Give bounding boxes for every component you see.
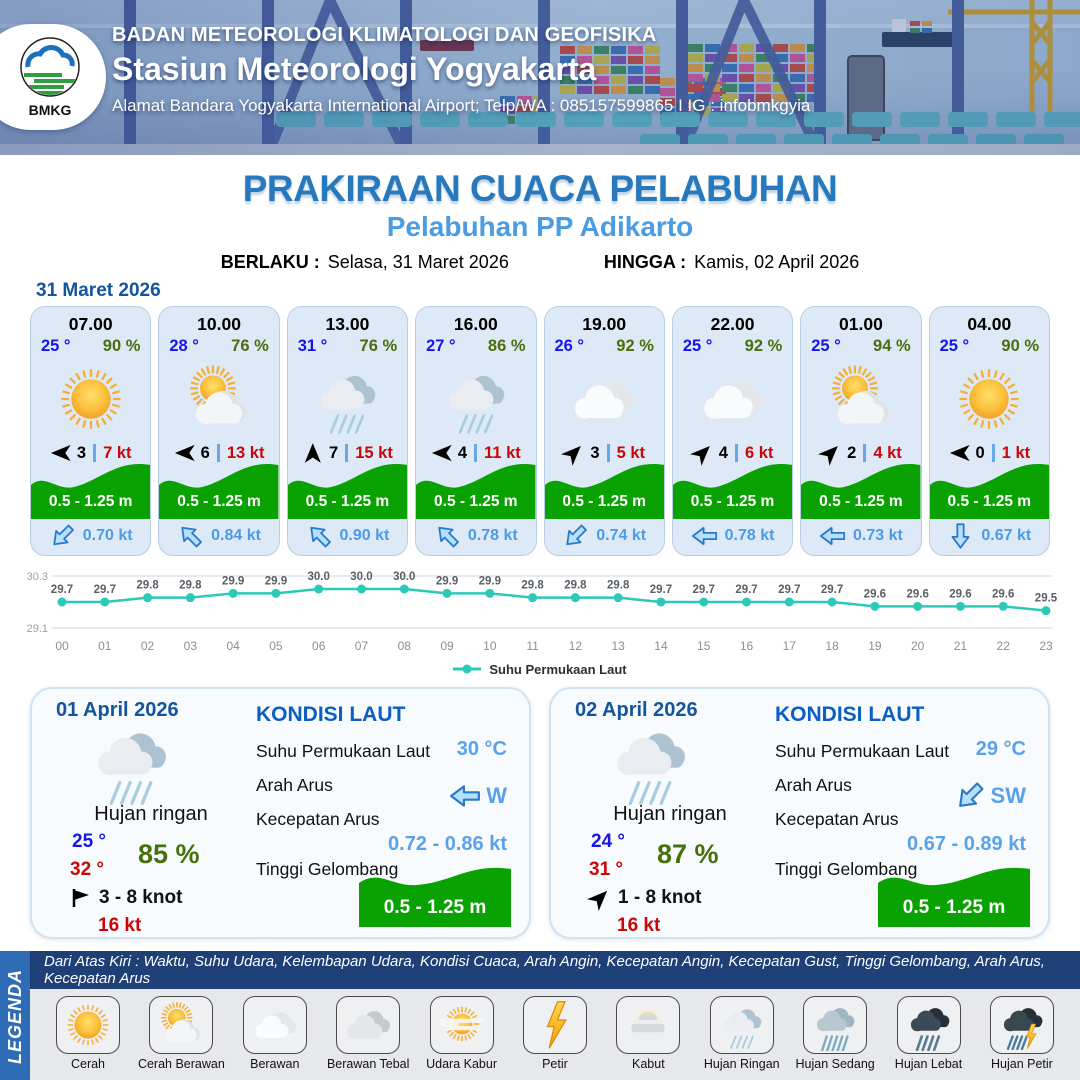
sst-value: 29 °C xyxy=(975,738,1026,760)
card-wind-speed: 4 xyxy=(457,443,468,462)
svg-text:29.8: 29.8 xyxy=(606,579,630,592)
weather-icon xyxy=(288,358,407,440)
svg-text:30.0: 30.0 xyxy=(393,571,416,583)
current-speed-label: Kecepatan Arus xyxy=(775,809,899,829)
card-current-speed: 0.74 kt xyxy=(596,527,647,544)
svg-text:13: 13 xyxy=(611,639,625,653)
card-gust: 7 kt xyxy=(103,443,132,462)
current-direction-value: SW xyxy=(990,783,1026,808)
svg-text:29.6: 29.6 xyxy=(863,588,887,601)
legend-item-label: Hujan Lebat xyxy=(894,1057,963,1071)
svg-text:02: 02 xyxy=(140,639,155,653)
legend-item-label: Udara Kabur xyxy=(426,1057,497,1071)
card-temperature: 27 ° xyxy=(426,337,456,355)
card-wave-height: 0.5 - 1.25 m xyxy=(177,493,261,510)
svg-text:15: 15 xyxy=(697,639,711,653)
panel-temp-max: 32 ° xyxy=(70,859,105,880)
weather-icon xyxy=(801,358,920,440)
svg-text:05: 05 xyxy=(269,639,283,653)
panel-temp-max: 31 ° xyxy=(589,859,624,880)
svg-text:14: 14 xyxy=(654,639,668,653)
card-humidity: 90 % xyxy=(1001,337,1039,355)
card-time: 16.00 xyxy=(453,314,498,334)
current-direction-icon xyxy=(954,784,986,808)
legend-item-label: Hujan Petir xyxy=(990,1057,1053,1071)
current-direction-value: W xyxy=(486,783,507,808)
card-current-speed: 0.73 kt xyxy=(853,527,903,544)
svg-text:29.7: 29.7 xyxy=(820,584,844,596)
card-humidity: 86 % xyxy=(487,337,526,355)
forecast-date: 31 Maret 2026 xyxy=(36,280,161,301)
panel-humidity: 87 % xyxy=(657,839,719,869)
card-gust: 11 kt xyxy=(484,443,521,462)
svg-text:19: 19 xyxy=(868,639,882,653)
weather-icon xyxy=(710,996,774,1054)
card-gust: 5 kt xyxy=(616,443,645,462)
card-time: 19.00 xyxy=(582,314,627,334)
current-direction-label: Arah Arus xyxy=(775,775,852,795)
panel-condition: Hujan ringan xyxy=(94,803,208,825)
svg-text:08: 08 xyxy=(397,639,411,653)
weather-icon xyxy=(545,358,664,440)
forecast-card xyxy=(415,306,536,556)
valid-from: BERLAKU : Selasa, 31 Maret 2026 xyxy=(220,252,509,272)
card-wave-height: 0.5 - 1.25 m xyxy=(305,493,390,510)
legend-item xyxy=(791,996,879,1080)
wind-direction-icon xyxy=(70,887,92,909)
card-temperature: 25 ° xyxy=(41,337,71,355)
current-direction-icon xyxy=(434,526,461,546)
legend-item xyxy=(324,996,412,1080)
card-time: 22.00 xyxy=(710,314,755,334)
svg-text:17: 17 xyxy=(782,639,796,653)
current-direction-row xyxy=(449,783,507,809)
weather-icon xyxy=(930,358,1049,440)
weather-icon xyxy=(336,996,400,1054)
panel-humidity: 85 % xyxy=(138,839,200,869)
legend-item-label: Berawan Tebal xyxy=(326,1057,410,1071)
card-current-speed: 0.78 kt xyxy=(467,527,518,544)
svg-text:29.9: 29.9 xyxy=(478,575,502,588)
panel-temp-min: 25 ° xyxy=(72,831,107,852)
legend-item-label: Hujan Sedang xyxy=(795,1057,875,1071)
card-time: 13.00 xyxy=(325,314,370,334)
daily-panels xyxy=(30,687,1050,939)
svg-text:29.7: 29.7 xyxy=(93,584,116,596)
card-time: 04.00 xyxy=(967,314,1012,334)
card-current-row xyxy=(416,519,535,553)
card-current-row xyxy=(673,519,792,553)
card-humidity: 92 % xyxy=(616,337,654,355)
valid-to: HINGGA : Kamis, 02 April 2026 xyxy=(603,252,860,272)
card-current-row xyxy=(159,519,278,553)
current-direction-icon xyxy=(819,526,846,546)
svg-text:29.9: 29.9 xyxy=(264,575,288,588)
card-wave-height: 0.5 - 1.25 m xyxy=(947,493,1032,510)
weather-icon xyxy=(430,996,494,1054)
card-temperature: 26 ° xyxy=(554,337,585,355)
daily-panel xyxy=(549,687,1050,939)
legend-item-label: Cerah Berawan xyxy=(137,1057,225,1071)
panel-date: 02 April 2026 xyxy=(575,699,698,721)
weather-icon xyxy=(990,996,1054,1054)
chart-legend xyxy=(0,659,1080,679)
svg-text:06: 06 xyxy=(312,639,326,653)
card-gust: 15 kt xyxy=(355,443,393,462)
panel-gust: 16 kt xyxy=(98,915,142,936)
panel-temp-min: 24 ° xyxy=(591,831,626,852)
svg-text:07: 07 xyxy=(354,639,369,653)
svg-text:23: 23 xyxy=(1039,639,1053,653)
wave-height-label: Tinggi Gelombang xyxy=(775,859,918,879)
card-temperature: 31 ° xyxy=(297,337,328,355)
current-speed-label: Kecepatan Arus xyxy=(256,809,380,829)
card-wind-speed: 3 xyxy=(590,443,600,462)
panel-wave-height: 0.5 - 1.25 m xyxy=(383,897,487,918)
svg-text:29.7: 29.7 xyxy=(649,584,673,596)
legend-item xyxy=(698,996,786,1080)
forecast-card xyxy=(544,306,665,556)
card-wind-speed: 6 xyxy=(200,443,210,462)
svg-text:18: 18 xyxy=(825,639,839,653)
legend-item-label: Petir xyxy=(542,1057,568,1071)
forecast-card xyxy=(672,306,793,556)
legend-item xyxy=(511,996,599,1080)
legend-item xyxy=(44,996,132,1080)
current-direction-icon xyxy=(449,784,481,808)
panel-wind-range: 1 - 8 knot xyxy=(618,887,702,908)
card-gust: 1 kt xyxy=(1001,443,1031,462)
current-direction-icon xyxy=(947,526,974,546)
station-name: Stasiun Meteorologi Yogyakarta xyxy=(112,51,597,87)
card-wave-height: 0.5 - 1.25 m xyxy=(562,493,646,510)
forecast-card xyxy=(30,306,151,556)
card-current-speed: 0.78 kt xyxy=(724,527,775,544)
svg-text:12: 12 xyxy=(568,639,583,653)
sea-conditions-heading: KONDISI LAUT xyxy=(256,703,406,726)
current-direction-row xyxy=(954,783,1026,809)
svg-text:29.8: 29.8 xyxy=(136,579,159,592)
weather-icon xyxy=(56,996,120,1054)
card-gust: 6 kt xyxy=(744,443,774,462)
station-address: Alamat Bandara Yogyakarta International Airport; Telp/WA : 085157599865 I IG : infobmkgyia xyxy=(112,96,811,115)
legend-item-label: Berawan xyxy=(250,1057,300,1071)
panel-wind-range: 3 - 8 knot xyxy=(99,887,183,908)
weather-icon xyxy=(31,358,150,440)
hourly-forecast-row xyxy=(30,306,1050,556)
current-speed-value: 0.72 - 0.86 kt xyxy=(388,833,507,855)
card-humidity: 76 % xyxy=(359,337,398,355)
card-gust: 13 kt xyxy=(226,443,265,462)
weather-icon xyxy=(803,996,867,1054)
svg-text:22: 22 xyxy=(996,639,1010,653)
card-current-speed: 0.84 kt xyxy=(211,527,261,544)
svg-text:BMKG: BMKG xyxy=(28,102,72,118)
forecast-card xyxy=(158,306,279,556)
legend-item-label: Hujan Ringan xyxy=(703,1057,780,1071)
current-direction-icon xyxy=(177,526,204,546)
svg-text:29.5: 29.5 xyxy=(1034,592,1058,605)
legend-item xyxy=(885,996,973,1080)
sea-conditions-heading: KONDISI LAUT xyxy=(775,703,925,726)
svg-text:30.3: 30.3 xyxy=(26,571,48,583)
svg-text:03: 03 xyxy=(183,639,198,653)
weather-icon xyxy=(523,996,587,1054)
svg-text:29.8: 29.8 xyxy=(521,579,544,592)
legend-note: Dari Atas Kiri : Waktu, Suhu Udara, Kelembapan Udara, Kondisi Cuaca, Arah Angin, Kecepatan Angin, Kecepatan Gust, Tinggi Gelombang, Arah Arus, Kecepatan Arus xyxy=(30,951,1080,989)
svg-text:29.6: 29.6 xyxy=(949,588,972,601)
current-direction-icon xyxy=(49,526,76,546)
legend-item xyxy=(978,996,1066,1080)
card-wind-speed: 7 xyxy=(329,443,339,462)
card-wave-height: 0.5 - 1.25 m xyxy=(434,493,518,510)
svg-text:01: 01 xyxy=(98,639,112,653)
current-direction-icon xyxy=(562,526,589,546)
daily-panel xyxy=(30,687,531,939)
svg-text:29.7: 29.7 xyxy=(778,584,801,596)
sst-label: Suhu Permukaan Laut xyxy=(775,741,950,761)
sst-label: Suhu Permukaan Laut xyxy=(256,741,431,761)
weather-icon xyxy=(159,358,278,440)
legend-item xyxy=(418,996,506,1080)
card-time: 10.00 xyxy=(197,314,241,334)
card-temperature: 28 ° xyxy=(169,337,199,355)
card-current-speed: 0.90 kt xyxy=(339,527,390,544)
panel-wind-row xyxy=(70,887,182,909)
svg-text:21: 21 xyxy=(953,639,968,653)
weather-icon xyxy=(84,715,178,809)
svg-text:29.6: 29.6 xyxy=(906,588,929,601)
legend-item-label: Cerah xyxy=(70,1057,106,1071)
current-direction-label: Arah Arus xyxy=(256,775,333,795)
svg-text:29.1: 29.1 xyxy=(26,623,48,635)
card-wave-height: 0.5 - 1.25 m xyxy=(690,493,775,510)
svg-text:10: 10 xyxy=(483,639,497,653)
svg-text:29.8: 29.8 xyxy=(564,579,587,592)
current-direction-icon xyxy=(691,526,718,546)
legend-item-label: Kabut xyxy=(632,1057,665,1071)
card-wind-speed: 3 xyxy=(76,443,87,462)
wind-direction-icon xyxy=(589,887,611,909)
card-temperature: 25 ° xyxy=(811,337,841,355)
weather-icon xyxy=(603,715,697,809)
card-humidity: 92 % xyxy=(744,337,783,355)
org-name: BADAN METEOROLOGI KLIMATOLOGI DAN GEOFISIKA xyxy=(112,24,657,46)
panel-date: 01 April 2026 xyxy=(56,699,179,721)
svg-text:29.8: 29.8 xyxy=(179,579,202,592)
svg-text:04: 04 xyxy=(226,639,240,653)
chart-legend-label: Suhu Permukaan Laut xyxy=(489,661,627,677)
svg-text:30.0: 30.0 xyxy=(307,571,330,583)
card-time: 01.00 xyxy=(839,314,883,334)
svg-text:29.7: 29.7 xyxy=(692,584,715,596)
panel-wind-row xyxy=(589,887,701,909)
svg-text:00: 00 xyxy=(55,639,69,653)
sst-chart xyxy=(0,562,1080,679)
current-direction-icon xyxy=(306,526,333,546)
svg-text:29.7: 29.7 xyxy=(735,584,758,596)
legend-side-label: LEGENDA xyxy=(4,969,25,1065)
card-time: 07.00 xyxy=(68,314,113,334)
card-humidity: 76 % xyxy=(231,337,269,355)
svg-text:16: 16 xyxy=(739,639,754,653)
bmkg-logo xyxy=(0,24,106,130)
card-temperature: 25 ° xyxy=(939,337,970,355)
card-current-row xyxy=(31,519,150,553)
svg-text:30.0: 30.0 xyxy=(350,571,373,583)
card-wave-height: 0.5 - 1.25 m xyxy=(819,493,903,510)
svg-text:29.9: 29.9 xyxy=(435,575,459,588)
forecast-card xyxy=(929,306,1050,556)
weather-icon xyxy=(897,996,961,1054)
forecast-card xyxy=(287,306,408,556)
legend-section xyxy=(0,951,1080,1080)
header-banner xyxy=(0,0,1080,155)
weather-icon xyxy=(673,358,792,440)
weather-icon xyxy=(149,996,213,1054)
card-current-row xyxy=(288,519,407,553)
legend-item xyxy=(604,996,692,1080)
wave-height-label: Tinggi Gelombang xyxy=(256,859,399,879)
weather-icon xyxy=(616,996,680,1054)
legend-items-row xyxy=(30,989,1080,1080)
card-current-row xyxy=(545,519,664,553)
validity-row xyxy=(0,252,1080,273)
forecast-card xyxy=(800,306,921,556)
card-wind-speed: 4 xyxy=(718,443,728,462)
weather-icon xyxy=(243,996,307,1054)
card-current-row xyxy=(801,519,920,553)
legend-item xyxy=(137,996,225,1080)
svg-text:29.7: 29.7 xyxy=(50,584,74,596)
current-speed-value: 0.67 - 0.89 kt xyxy=(907,833,1026,855)
svg-text:20: 20 xyxy=(910,639,925,653)
panel-condition: Hujan ringan xyxy=(613,803,727,825)
card-gust: 4 kt xyxy=(873,443,902,462)
card-humidity: 90 % xyxy=(102,337,141,355)
card-humidity: 94 % xyxy=(873,337,911,355)
card-current-speed: 0.67 kt xyxy=(981,527,1032,544)
card-wave-height: 0.5 - 1.25 m xyxy=(48,493,133,510)
legend-marker-icon xyxy=(453,664,481,674)
svg-text:29.9: 29.9 xyxy=(221,575,245,588)
panel-wave-height: 0.5 - 1.25 m xyxy=(902,897,1006,918)
card-current-row xyxy=(930,519,1049,553)
weather-icon xyxy=(416,358,535,440)
svg-text:09: 09 xyxy=(440,639,454,653)
svg-text:29.6: 29.6 xyxy=(992,588,1015,601)
bmkg-logo-icon xyxy=(0,27,100,127)
sst-value: 30 °C xyxy=(456,738,507,760)
card-wind-speed: 0 xyxy=(975,443,985,462)
card-temperature: 25 ° xyxy=(682,337,713,355)
panel-gust: 16 kt xyxy=(617,915,661,936)
card-current-speed: 0.70 kt xyxy=(82,527,133,544)
legend-item xyxy=(231,996,319,1080)
svg-text:11: 11 xyxy=(526,639,539,653)
legend-side-strip xyxy=(0,951,30,1080)
port-name: Pelabuhan PP Adikarto xyxy=(386,211,694,242)
card-wind-speed: 2 xyxy=(847,443,857,462)
page-title: PRAKIRAAN CUACA PELABUHAN xyxy=(242,168,838,209)
